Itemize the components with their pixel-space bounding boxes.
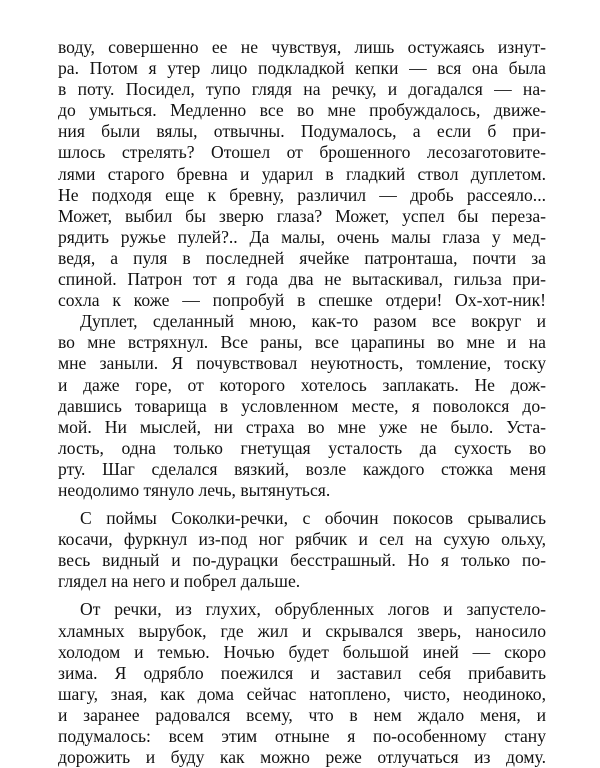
text-line: весь видный и по-дурацки бесстрашный. Но я только по-	[58, 550, 546, 571]
text-line: С поймы Соколки-речки, с обочин покосов срывались	[80, 508, 546, 529]
paragraph-3	[58, 508, 546, 592]
page-text	[58, 37, 546, 768]
text-line: ведя, а пуля в последней ячейке патронташа, почти за	[58, 247, 546, 268]
text-line: ра. Потом я утер лицо подкладкой кепки — вся она была	[58, 58, 546, 79]
text-line: дорожить и буду как можно реже отлучаться из дому.	[58, 747, 546, 768]
text-line: мой. Ни мыслей, ни страха во мне уже не было. Уста-	[58, 416, 546, 437]
text-line: От речки, из глухих, обрубленных логов и запустело-	[80, 599, 546, 620]
paragraph-1	[58, 37, 546, 311]
text-line: мне заныли. Я почувствовал неуютность, томление, тоску	[58, 353, 546, 374]
text-line: во мне встряхнул. Все раны, все царапины во мне и на	[58, 332, 546, 353]
text-line: хламных вырубок, где жил и скрывался зверь, наносило	[58, 620, 546, 641]
text-line: ния были вялы, отвычны. Подумалось, а если б при-	[58, 121, 546, 142]
text-line: рядить ружье пулей?.. Да малы, очень малы глаза у мед-	[58, 226, 546, 247]
paragraph-4	[58, 599, 546, 768]
text-line: Может, выбил бы зверю глаза? Может, успел бы переза-	[58, 205, 546, 226]
text-line: лями старого бревна и ударил в гладкий ствол дуплетом.	[58, 163, 546, 184]
paragraph-gap	[58, 592, 546, 599]
text-line: зима. Я одрябло поежился и заставил себя прибавить	[58, 662, 546, 683]
text-line: Дуплет, сделанный мною, как-то разом все вокруг и	[80, 311, 546, 332]
text-line: холодом и темью. Ночью будет большой иней — скоро	[58, 641, 546, 662]
text-line: давшись товарища в условленном месте, я поволокся до-	[58, 395, 546, 416]
text-line: шагу, зная, как дома сейчас натоплено, чисто, неодиноко,	[58, 683, 546, 704]
paragraph-gap	[58, 501, 546, 508]
text-line: глядел на него и побрел дальше.	[58, 571, 301, 592]
text-line: воду, совершенно ее не чувствуя, лишь остужаясь изнут-	[58, 37, 546, 57]
text-line: сохла к коже — попробуй в спешке отдери! Ох-хот-ник!	[58, 290, 546, 311]
paragraph-2	[58, 311, 546, 501]
text-line: рту. Шаг сделался вязкий, возле каждого стожка меня	[58, 458, 546, 479]
text-line: в поту. Посидел, тупо глядя на речку, и догадался — на-	[58, 79, 546, 100]
text-line: неодолимо тянуло лечь, вытянуться.	[58, 479, 331, 500]
text-line: спиной. Патрон тот я года два не вытаскивал, гильза при-	[58, 269, 546, 290]
text-line: и даже горе, от которого хотелось заплакать. Не дож-	[58, 374, 546, 395]
text-line: и заранее радовался всему, что в нем ждало меня, и	[58, 704, 546, 725]
text-line: подумалось: всем этим отныне я по-особенному стану	[58, 726, 546, 746]
text-line: косачи, фуркнул из-под ног рябчик и сел на сухую ольху,	[58, 529, 546, 550]
text-line: шлось стрелять? Отошел от брошенного лесозаготовите-	[58, 142, 546, 163]
text-line: Не подходя еще к бревну, различил — дробь рассеяло...	[58, 184, 546, 205]
text-line: лость, одна только гнетущая усталость да сухость во	[58, 437, 546, 458]
text-line: до умыться. Медленно все во мне пробуждалось, движе-	[58, 100, 546, 121]
